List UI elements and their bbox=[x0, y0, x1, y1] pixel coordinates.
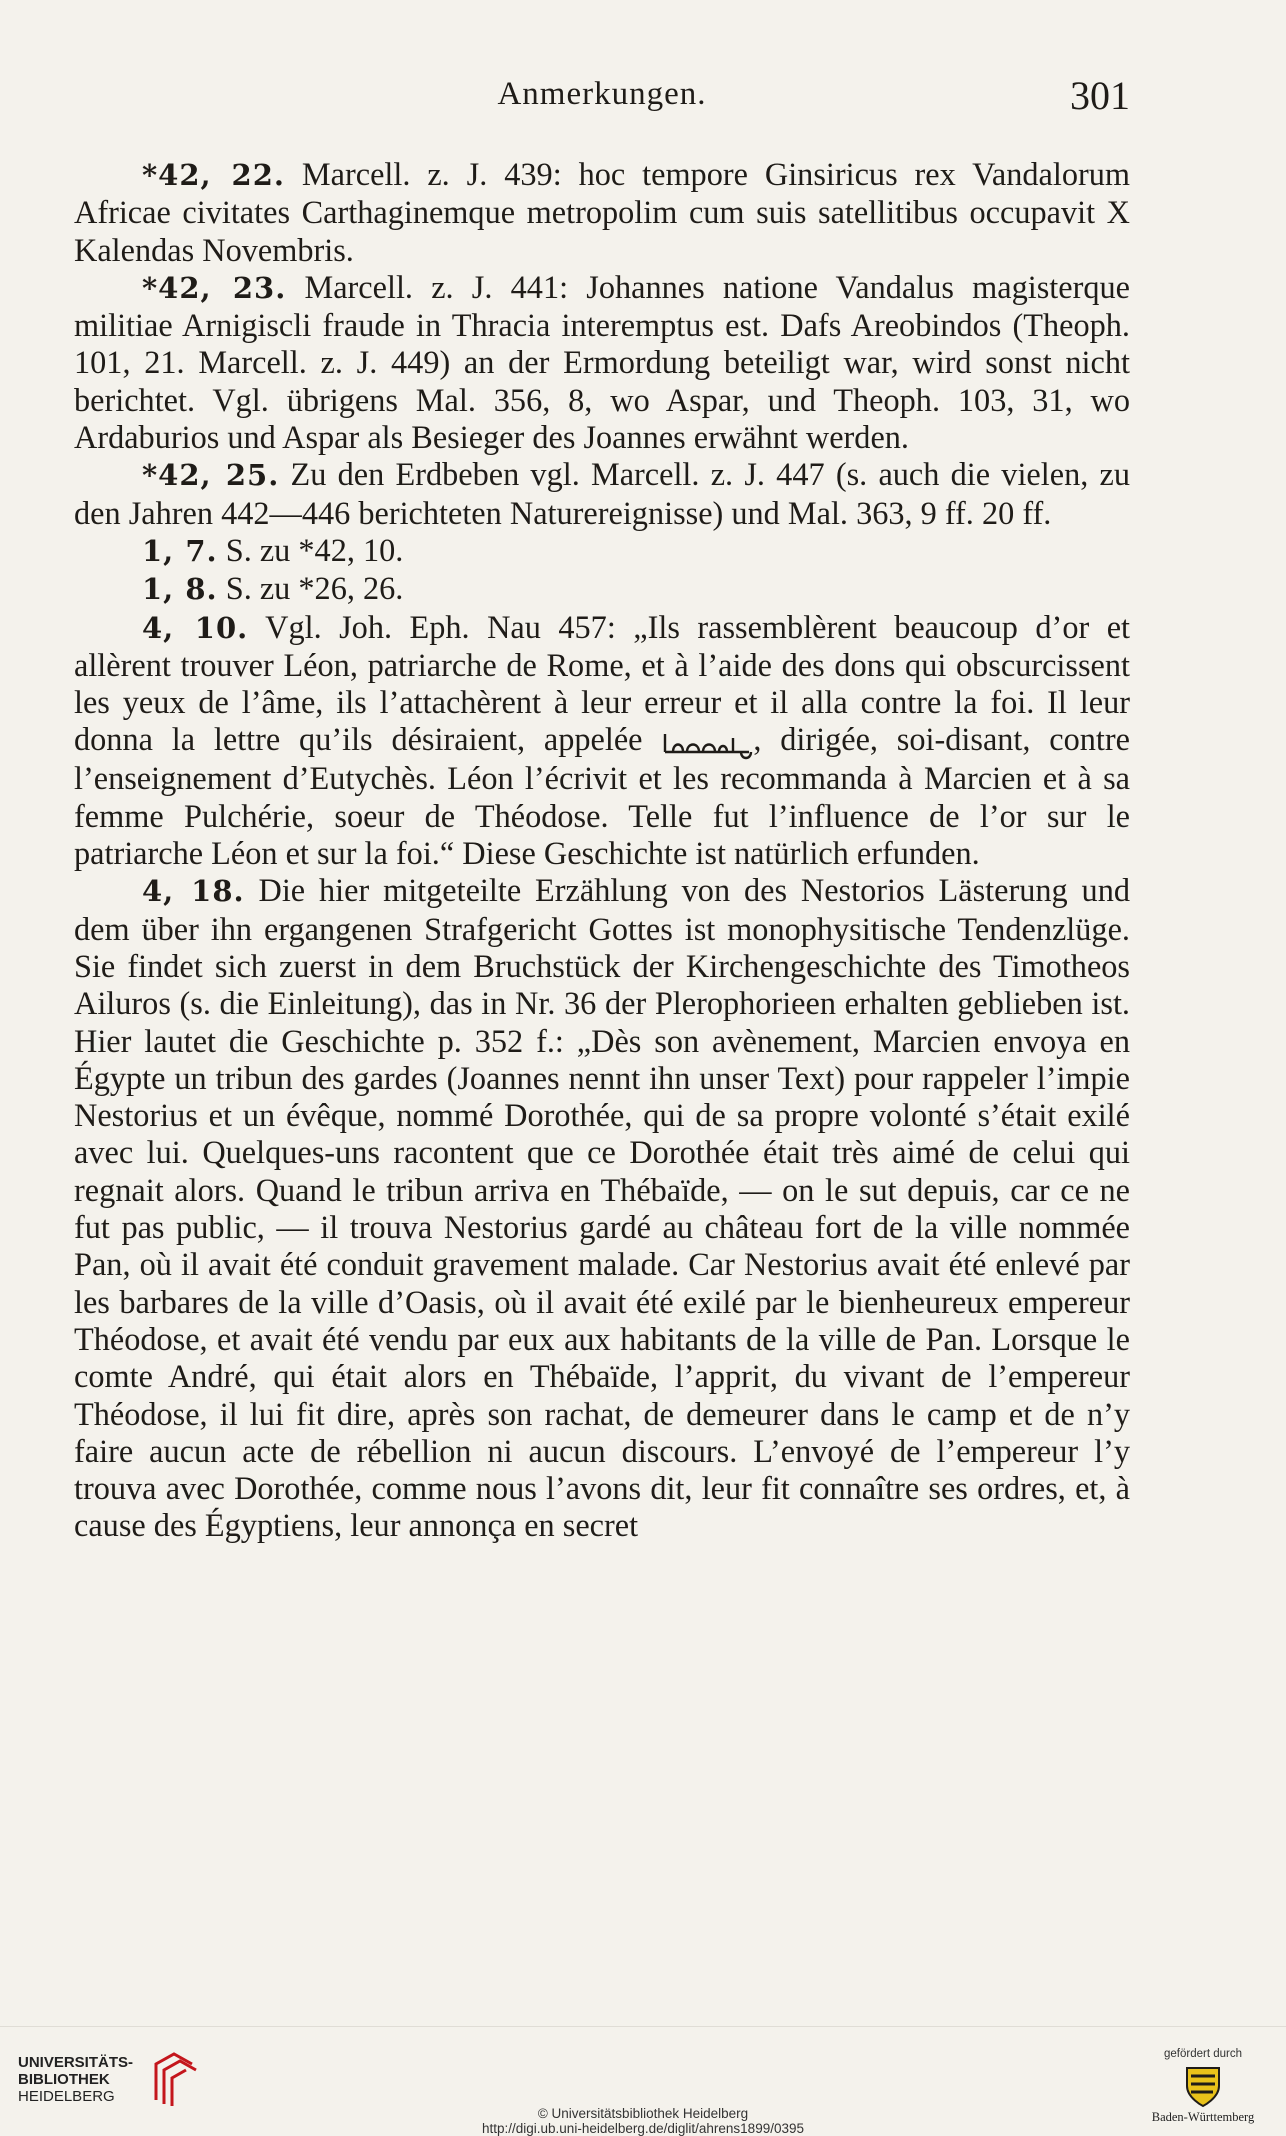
note-text: S. zu *26, 26. bbox=[217, 570, 404, 607]
copyright-line: © Universitätsbibliothek Heidelberg bbox=[537, 2106, 749, 2121]
page-footer bbox=[0, 2030, 1286, 2134]
library-emblem-icon bbox=[150, 2050, 198, 2108]
note-1-7 bbox=[74, 532, 1130, 570]
note-ref: 4, 18. bbox=[142, 874, 245, 909]
funded-state: Baden-Württemberg bbox=[1151, 2110, 1255, 2124]
library-name bbox=[18, 2054, 133, 2105]
note-4-18 bbox=[74, 872, 1130, 1544]
page-number: 301 bbox=[1070, 73, 1130, 118]
note-4-10 bbox=[74, 609, 1130, 873]
note-42-25 bbox=[74, 456, 1130, 532]
note-ref: 4, 10. bbox=[142, 610, 249, 645]
note-text: Vgl. Joh. Eph. Nau 457: „Ils rassemblèrent beaucoup d’or et allèrent trouver Léon, patriarche de Rome, et à l’aide des dons qui obscurcissent les yeux de l’âme, ils l’attachèrent à leur erreur et il alla contre la foi. Il leur donna la lettre qu’ils désiraient, appelée bbox=[74, 608, 1131, 758]
library-line-3: HEIDELBERG bbox=[18, 2088, 115, 2105]
permalink[interactable]: http://digi.ub.uni-heidelberg.de/diglit/ahrens1899/0395 bbox=[482, 2121, 804, 2136]
funded-label: gefördert durch bbox=[1164, 2048, 1242, 2060]
note-42-22 bbox=[74, 156, 1130, 269]
library-line-2: BIBLIOTHEK bbox=[18, 2071, 110, 2088]
copyright-notice bbox=[0, 2106, 1286, 2136]
page-header bbox=[74, 72, 1130, 122]
note-ref: 1, 8. bbox=[142, 572, 218, 607]
notes-body bbox=[74, 156, 1130, 1545]
note-ref: *42, 22. bbox=[142, 158, 286, 192]
coat-of-arms-icon bbox=[1183, 2064, 1223, 2108]
note-ref: *42, 23. bbox=[142, 270, 287, 305]
note-text: S. zu *42, 10. bbox=[217, 531, 404, 568]
note-ref: 1, 7. bbox=[142, 533, 218, 568]
funding-note bbox=[1138, 2048, 1268, 2134]
note-1-8 bbox=[74, 570, 1130, 608]
syriac-word-image bbox=[661, 730, 753, 760]
note-text: , dirigée, soi-disant, contre l’enseignement d’Eutychès. Léon l’écrivit et les recommanda à Marcien et à sa femme Pulchérie, soeur de Théodose. Telle fut l’influence de l’or sur le patriarche Léon et sur la foi.“ Diese Geschichte ist natürlich erfunden. bbox=[74, 721, 1130, 872]
note-ref: *42, 25. bbox=[142, 458, 280, 493]
running-head: Anmerkungen. bbox=[497, 76, 707, 112]
note-42-23 bbox=[74, 269, 1130, 456]
library-line-1: UNIVERSITÄTS- bbox=[18, 2054, 134, 2071]
note-text: Die hier mitgeteilte Erzählung von des Nestorios Lästerung und dem über ihn ergangenen Strafgericht Gottes ist monophysitische Tendenzlüge. Sie findet sich zuerst in dem Bruchstück der Kirchengeschichte des Timotheos Ailuros (s. die Einleitung), das in Nr. 36 der Plerophorieen erhalten geblieben ist. Hier lautet die Geschichte p. 352 f.: „Dès son avènement, Marcien envoya en Égypte un tribun des gardes (Joannes nennt ihn unser Text) pour rappeler l’impie Nestorius et un évêque, nommé Dorothée, qui de sa propre volonté s’était exilé avec lui. Quelques-uns racontent que ce Dorothée était très aimé de celui qui regnait alors. Quand le tribun arriva en Thébaïde, — on le sut depuis, car ce ne fut pas public, — il trouva Nestorius gardé au château fort de la ville nommée Pan, où il avait été conduit gravement malade. Car Nestorius avait été enlevé par les barbares de la ville d’Oasis, où il avait été exilé par le bienheureux empereur Théodose, et avait été vendu par eux aux habitants de la ville de Pan. Lorsque le comte André, qui était alors en Thébaïde, l’apprit, du vivant de l’empereur Théodose, il lui fit dire, après son rachat, de demeurer dans le camp et de n’y faire aucun acte de rébellion ni aucun discours. L’envoyé de l’empereur l’y trouva avec Dorothée, comme nous l’avons dit, leur fit connaître ses ordres, et, à cause des Égyptiens, leur annonça en secret bbox=[74, 872, 1130, 1544]
note-text: Marcell. z. J. 441: Johannes natione Vandalus magisterque militiae Arnigiscli fraude in Thracia interemptus est. Dafs Areobindos (Theoph. 101, 21. Marcell. z. J. 449) an der Ermordung beteiligt war, wird sonst nicht berichtet. Vgl. übrigens Mal. 356, 8, wo Aspar, und Theoph. 103, 31, wo Ardaburios und Aspar als Besieger des Joannes erwähnt werden. bbox=[74, 268, 1130, 456]
note-text: Marcell. z. J. 439: hoc tempore Ginsiricus rex Vandalorum Africae civitates Carthaginemque metropolim cum suis satellitibus occupavit X Kalendas Novembris. bbox=[74, 156, 1130, 268]
note-text: Zu den Erdbeben vgl. Marcell. z. J. 447 (s. auch die vielen, zu den Jahren 442—446 berichteten Naturereignisse) und Mal. 363, 9 ff. 20 ff. bbox=[74, 456, 1130, 531]
footer-divider bbox=[0, 2026, 1286, 2027]
